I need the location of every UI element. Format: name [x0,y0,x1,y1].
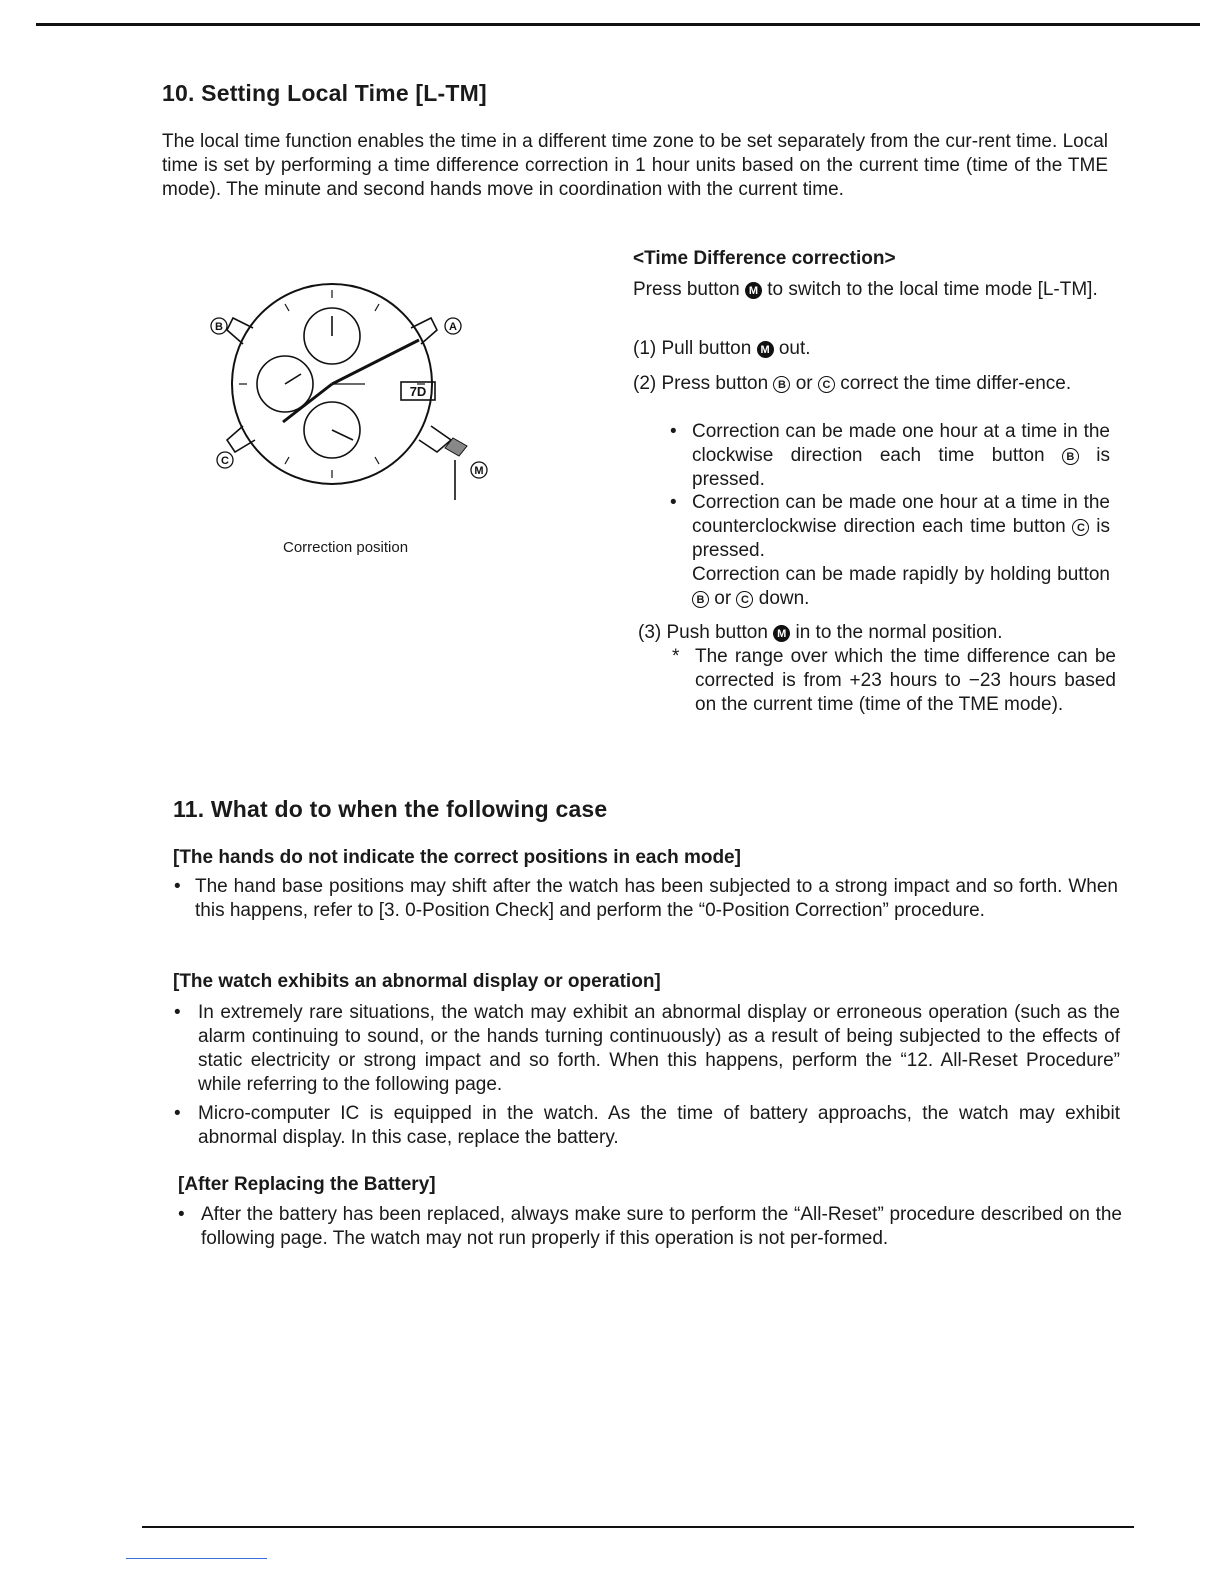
watch-face-illustration [205,280,505,500]
button-c-icon: C [736,591,753,608]
svg-text:7D: 7D [409,384,427,399]
section-10-intro: The local time function enables the time in a different time zone to be set separately from the cur-rent time. Local time is set by performing a time difference correction in 1 hour units based on the current time (time of the TME mode). The minute and second hands move in coordination with the current time. [162,131,1108,200]
footer-link-underline [126,1558,267,1559]
step-3: (3) Push button M in to the normal position. [638,622,1003,643]
case-2-heading: [The watch exhibits an abnormal display or operation] [173,971,661,992]
case-1-bullet: • The hand base positions may shift after the watch has been subjected to a strong impact and so forth. When this happens, refer to [3. 0-Position Check] and perform the “0-Position Correction” procedure. [174,876,1118,921]
case-3-bullet: • After the battery has been replaced, always make sure to perform the “All-Reset” procedure described on the following page. The watch may not run properly if this operation is not per-formed. [178,1204,1122,1249]
button-c-icon: C [818,376,835,393]
button-m-icon: M [745,282,762,299]
top-rule [36,23,1200,26]
button-b-icon: B [692,591,709,608]
step-1: (1) Pull button M out. [633,338,811,359]
case-2-bullet-1: • In extremely rare situations, the watch may exhibit an abnormal display or erroneous operation (such as the alarm continuing to sound, or the hands turning continuously) as a result of being subjected to the effects of static electricity or strong impact and so forth. When this happens, perform the “12. All-Reset Procedure” while referring to the following page. [174,1002,1120,1095]
svg-text:C: C [221,455,229,467]
svg-text:B: B [215,321,223,333]
svg-text:A: A [449,321,457,333]
button-m-icon: M [773,625,790,642]
range-note: * The range over which the time difference can be corrected is from +23 hours to −23 hours based on the current time (time of the TME mode). [672,646,1116,715]
section-10-title: 10. Setting Local Time [L-TM] [162,80,487,106]
svg-text:M: M [474,465,484,477]
correction-position-label: Correction position [283,539,409,556]
bottom-rule [142,1526,1134,1528]
correction-bullet-2: • Correction can be made one hour at a time in the counterclockwise direction each time button C is pressed. Correction can be made rapidly by holding button B or C down. [670,492,1110,609]
button-b-icon: B [773,376,790,393]
correction-heading: <Time Difference correction> [633,248,896,269]
section-11-title: 11. What do to when the following case [173,796,608,822]
button-b-icon: B [1062,448,1079,465]
step-2: (2) Press button B or C correct the time differ-ence. [633,373,1072,394]
correction-bullet-1: • Correction can be made one hour at a time in the clockwise direction each time button B is pressed. [670,421,1110,490]
case-3-heading: [After Replacing the Battery] [178,1174,436,1195]
case-2-bullet-2: • Micro-computer IC is equipped in the watch. As the time of battery approachs, the watch may exhibit abnormal display. In this case, replace the battery. [174,1103,1120,1148]
correction-intro: Press button M to switch to the local time mode [L-TM]. [633,279,1098,300]
case-1-heading: [The hands do not indicate the correct positions in each mode] [173,847,741,868]
button-m-icon: M [757,341,774,358]
watch-diagram [205,280,505,500]
button-c-icon: C [1072,519,1089,536]
